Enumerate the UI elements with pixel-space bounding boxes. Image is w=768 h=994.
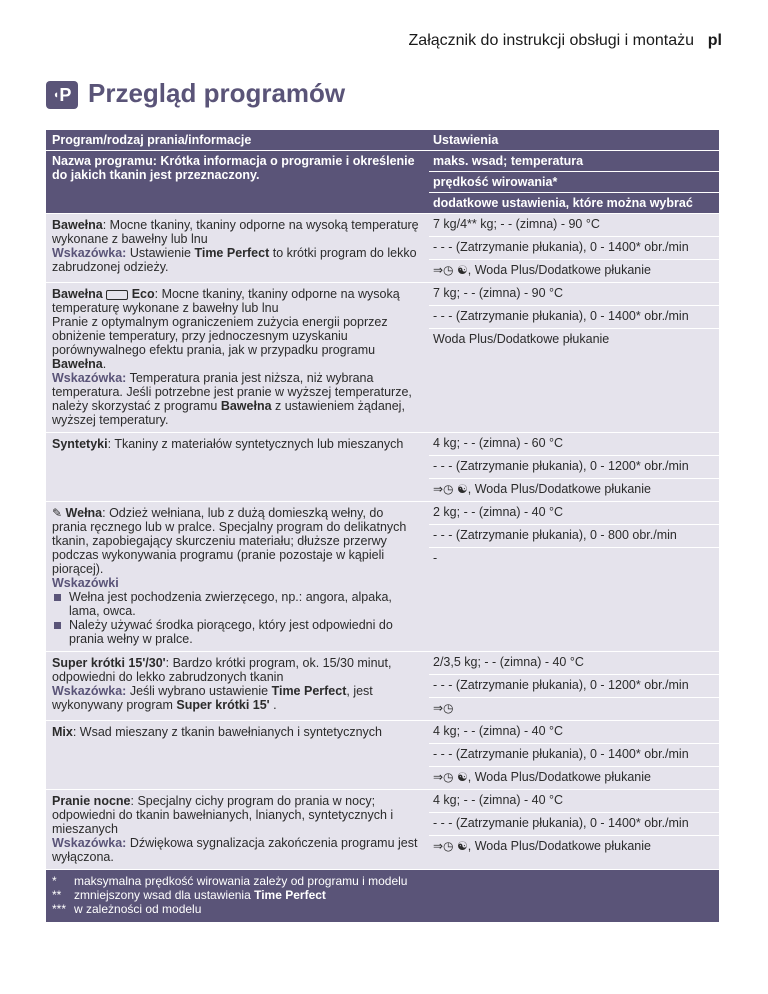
water-plus-icon: ☯ xyxy=(457,482,468,496)
footnote-3: w zależności od modelu xyxy=(74,902,202,916)
bullet-icon xyxy=(54,594,61,601)
water-plus-icon: ☯ xyxy=(457,263,468,277)
legend-load-temp: maks. wsad; temperatura xyxy=(433,154,584,168)
setting-load-temp: 2 kg; - - (zimna) - 40 °C xyxy=(429,502,719,525)
time-perfect-icon: ⇒◷ xyxy=(433,839,454,853)
water-plus-icon: ☯ xyxy=(457,770,468,784)
setting-spin: - - - (Zatrzymanie płukania), 0 - 1400* obr./min xyxy=(429,306,719,329)
time-perfect-icon: ⇒◷ xyxy=(433,770,454,784)
program-description: Mix: Wsad mieszany z tkanin bawełnianych i syntetycznych xyxy=(52,725,383,739)
eco-icon xyxy=(106,290,128,300)
header-language: pl xyxy=(707,32,722,49)
time-perfect-icon: ⇒◷ xyxy=(433,482,454,496)
setting-options: - xyxy=(433,551,438,565)
program-description: Bawełna: Mocne tkaniny, tkaniny odporne na wysoką temperaturę wykonane z bawełny lub lnu Wskazówka: Ustawienie Time Perfect to krótki program do lekko zabrudzonej odzieży. xyxy=(52,218,419,274)
setting-load-temp: 7 kg; - - (zimna) - 90 °C xyxy=(429,283,719,306)
setting-options: ⇒◷ ☯, Woda Plus/Dodatkowe płukanie xyxy=(433,482,651,496)
footnote-2: zmniejszony wsad dla ustawienia Time Perfect xyxy=(74,888,326,902)
table-row xyxy=(46,651,719,720)
setting-spin: - - - (Zatrzymanie płukania), 0 - 1200* obr./min xyxy=(429,456,719,479)
program-description: Syntetyki: Tkaniny z materiałów syntetycznych lub mieszanych xyxy=(52,437,404,451)
table-row xyxy=(46,789,719,869)
column-header-settings: Ustawienia xyxy=(433,133,499,147)
setting-spin: - - - (Zatrzymanie płukania), 0 - 800 obr./min xyxy=(429,525,719,548)
program-table xyxy=(46,130,719,922)
header-title: Załącznik do instrukcji obsługi i montażu xyxy=(408,32,694,49)
column-header-program: Program/rodzaj prania/informacje xyxy=(52,133,252,147)
setting-load-temp: 4 kg; - - (zimna) - 40 °C xyxy=(429,721,719,744)
time-perfect-icon: ⇒◷ xyxy=(433,263,454,277)
setting-options: Woda Plus/Dodatkowe płukanie xyxy=(433,332,610,346)
bullet-icon xyxy=(54,622,61,629)
setting-spin: - - - (Zatrzymanie płukania), 0 - 1400* obr./min xyxy=(429,237,719,260)
program-description: Super krótki 15'/30': Bardzo krótki program, ok. 15/30 minut, odpowiedni do lekko zabrudzonych tkanin Wskazówka: Jeśli wybrano ustawienie Time Perfect, jest wykonywany program Super krótki 15' . xyxy=(52,656,392,712)
setting-spin: - - - (Zatrzymanie płukania), 0 - 1400* obr./min xyxy=(429,813,719,836)
table-row xyxy=(46,720,719,789)
footnotes: * maksymalna prędkość wirowania zależy od programu i modelu ** zmniejszony wsad dla ustawienia Time Perfect *** w zależności od modelu xyxy=(46,869,719,922)
table-row xyxy=(46,282,719,432)
page-header xyxy=(0,32,768,54)
program-overview-icon: ◖P xyxy=(46,81,78,109)
setting-spin: - - - (Zatrzymanie płukania), 0 - 1200* obr./min xyxy=(429,675,719,698)
table-header xyxy=(46,130,719,213)
wool-hand-wash-icon: ✎ xyxy=(52,506,63,520)
setting-options: ⇒◷ ☯, Woda Plus/Dodatkowe płukanie xyxy=(433,770,651,784)
legend-spin: prędkość wirowania* xyxy=(429,171,719,192)
setting-load-temp: 7 kg/4** kg; - - (zimna) - 90 °C xyxy=(429,214,719,237)
legend-program-name: Nazwa programu: Krótka informacja o programie i określenie do jakich tkanin jest przeznaczony. xyxy=(52,154,415,182)
legend-options: dodatkowe ustawienia, które można wybrać xyxy=(429,192,719,213)
program-description: Bawełna Eco: Mocne tkaniny, tkaniny odporne na wysoką temperaturę wykonane z bawełny lub lnu Pranie z optymalnym ograniczeniem zużycia energii poprzez obniżenie temperatury, przy jednoczesnym uzyskaniu porównywalnego efektu prania, jak w przypadku programu Bawełna. Wskazówka: Temperatura prania jest niższa, niż wybrana temperatura. Jeśli potrzebne jest pranie w wyższej temperaturze, należy skorzystać z programu Bawełna z ustawieniem żądanej, wyższej temperatury. xyxy=(52,287,412,427)
setting-load-temp: 2/3,5 kg; - - (zimna) - 40 °C xyxy=(429,652,719,675)
setting-load-temp: 4 kg; - - (zimna) - 40 °C xyxy=(429,790,719,813)
setting-options: ⇒◷ ☯, Woda Plus/Dodatkowe płukanie xyxy=(433,263,651,277)
table-row xyxy=(46,432,719,501)
program-description: Pranie nocne: Specjalny cichy program do prania w nocy; odpowiedni do tkanin bawełnianych, lnianych, syntetycznych i mieszanych Wskazówka: Dźwiękowa sygnalizacja zakończenia programu jest wyłączona. xyxy=(52,794,418,864)
setting-spin: - - - (Zatrzymanie płukania), 0 - 1400* obr./min xyxy=(429,744,719,767)
setting-options: ⇒◷ ☯, Woda Plus/Dodatkowe płukanie xyxy=(433,839,651,853)
page-title: Przegląd programów xyxy=(88,78,346,108)
footnote-1: maksymalna prędkość wirowania zależy od programu i modelu xyxy=(74,874,408,888)
table-row xyxy=(46,213,719,282)
program-description: ✎ Wełna: Odzież wełniana, lub z dużą domieszką wełny, do prania ręcznego lub w pralce. Specjalny program do delikatnych tkanin, zapobiegający skurczeniu materiału; dłuższe przerwy podczas wykonywania programu (pranie pozostaje w kąpieli piorącej). Wskazówki Wełna jest pochodzenia zwierzęcego, np.: angora, alpaka, lama, owca. Należy używać środka piorącego, który jest odpowiedni do prania wełny w pralce. xyxy=(52,506,407,646)
table-row xyxy=(46,501,719,651)
time-perfect-icon: ⇒◷ xyxy=(433,701,454,715)
setting-options xyxy=(429,698,719,720)
setting-load-temp: 4 kg; - - (zimna) - 60 °C xyxy=(429,433,719,456)
water-plus-icon: ☯ xyxy=(457,839,468,853)
